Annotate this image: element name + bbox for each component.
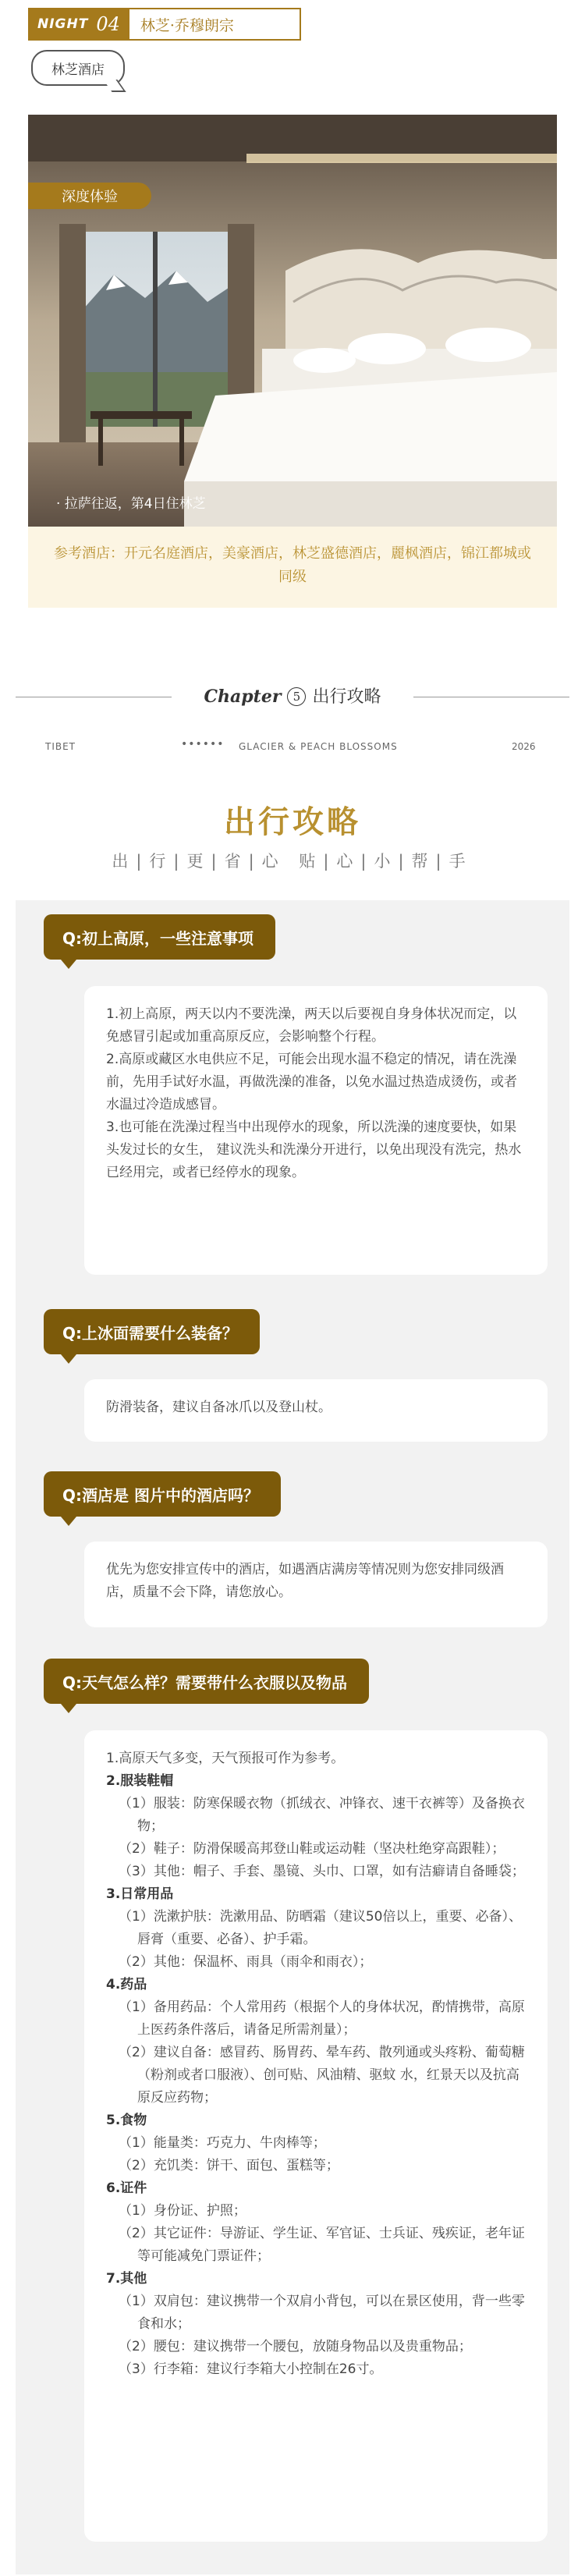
faq-section-item: （3）行李箱：建议行李箱大小控制在26寸。 [119,2361,383,2377]
hotel-stamp-label: 林芝酒店 [51,62,105,78]
night-label: NIGHT [37,16,89,32]
reference-hotels [28,527,557,608]
hotel-speech-bubble [31,50,125,86]
page-subtitle: 出|行|更|省|心 贴|心|小|帮|手 [112,852,473,871]
experience-tag: 深度体验 [28,183,151,209]
faq-answer-1-item: 1.初上高原，两天以内不要洗澡，两天以后要视自身身体状况而定，以免感冒引起或加重高原反应，会影响整个行程。 [106,1006,517,1045]
faq-section-item: （1）服装：防寒保暖衣物（抓绒衣、冲锋衣、速干衣裤等）及备换衣物； [119,1796,525,1834]
faq-section-head: 5.食物 [106,2113,147,2128]
faq-section-item: （1）洗漱护肤：洗漱用品、防晒霜（建议50倍以上，重要、必备）、唇膏（重要、必备）、护手霜。 [119,1909,522,1947]
faq-section-item: （1）双肩包：建议携带一个双肩小背包，可以在景区使用，背一些零食和水； [119,2294,525,2332]
faq-section-item: （2）其它证件：导游证、学生证、军官证、士兵证、残疾证，老年证等可能减免门票证件； [119,2226,525,2264]
faq-answer-2-text: 防滑装备，建议自备冰爪以及登山杖。 [106,1400,332,1415]
chapter-heading [172,683,413,708]
faq-question-4-text: Q:天气怎么样？需要带什么衣服以及物品 [62,1673,347,1692]
faq-question-1-text: Q:初上高原，一些注意事项 [62,928,254,948]
faq-answer-4 [84,1730,548,2542]
chapter-number: 5 [287,687,306,706]
page-title: 出行攻略 [224,804,361,840]
faq-section-item: （1）备用药品：个人常用药（根据个人的身体状况，酌情携带，高原上医药条件落后，请备足所需剂量）； [119,1999,525,2038]
night-title: 林芝·乔穆朗宗 [140,16,234,34]
faq-question-2 [44,1309,260,1354]
chapter-title: 出行攻略 [312,687,381,707]
chapter-word: Chapter [204,687,282,707]
faq-section-head: 4.药品 [106,1977,147,1992]
chapter-sub-year: 2026 [512,741,536,752]
faq-section-item: （2）建议自备：感冒药、肠胃药、晕车药、散列通或头疼粉、葡萄糖（粉剂或者口服液）、创可贴、风油精、驱蚊 水，红景天以及抗高原反应药物； [119,2045,525,2106]
night-badge [30,9,129,39]
chapter-sub-middle: GLACIER & PEACH BLOSSOMS [239,741,398,752]
faq-section-item: （2）充饥类：饼干、面包、蛋糕等； [119,2158,339,2173]
faq-answer-1 [84,986,548,1275]
faq-section-item: （3）其他：帽子、手套、墨镜、头巾、口罩，如有洁癖请自备睡袋； [119,1864,525,1879]
faq-section-head: 6.证件 [106,2180,147,2196]
faq-question-3-text: Q:酒店是 图片中的酒店吗？ [62,1485,259,1505]
night-number: 04 [96,13,120,35]
faq-section-head: 2.服装鞋帽 [106,1773,174,1789]
faq-answer-1-item: 2.高原或藏区水电供应不足，可能会出现水温不稳定的情况，请在洗澡前，先用手试好水温，再做洗澡的准备，以免水温过热造成烫伤，或者水温过冷造成感冒。 [106,1052,517,1112]
faq-question-2-text: Q:上冰面需要什么装备？ [62,1323,238,1343]
chapter-sub-dots: •••••• [181,738,225,750]
faq-section-item: （1）身份证、护照； [119,2203,246,2219]
faq-question-4 [44,1659,369,1704]
faq-section-item: （2）腰包：建议携带一个腰包，放随身物品以及贵重物品； [119,2339,472,2354]
hotel-room-photo [28,115,557,527]
reference-hotels-text: 参考酒店：开元名庭酒店，美豪酒店，林芝盛德酒店，麗枫酒店，锦江都城或同级 [54,545,531,585]
chapter-sub-left: TIBET [45,741,76,752]
faq-panel [16,900,569,2574]
hotel-room-illustration [28,115,557,527]
faq-section-item: （1）能量类：巧克力、牛肉棒等； [119,2135,326,2151]
night-header [28,8,301,41]
faq-answer-3-text: 优先为您安排宣传中的酒店，如遇酒店满房等情况则为您安排同级酒店，质量不会下降，请您放心。 [106,1562,504,1600]
photo-caption: · 拉萨往返，第4日住林芝 [56,496,206,512]
faq-answer-1-item: 3.也可能在洗澡过程当中出现停水的现象，所以洗澡的速度要快，如果头发过长的女生， 建议洗头和洗澡分开进行，以免出现没有洗完，热水已经用完，或者已经停水的现象。 [106,1119,522,1180]
faq-section-item: （2）鞋子：防滑保暖高邦登山鞋或运动鞋（坚决杜绝穿高跟鞋）； [119,1841,505,1857]
faq-section-head: 7.其他 [106,2271,147,2287]
faq-section-head: 3.日常用品 [106,1886,174,1902]
faq-section-head: 1.高原天气多变，天气预报可作为参考。 [106,1751,345,1766]
faq-section-item: （2）其他：保温杯、雨具（雨伞和雨衣）； [119,1954,373,1970]
faq-question-3 [44,1471,281,1517]
faq-question-1 [44,914,275,960]
faq-answer-3 [84,1542,548,1627]
faq-answer-2 [84,1379,548,1442]
